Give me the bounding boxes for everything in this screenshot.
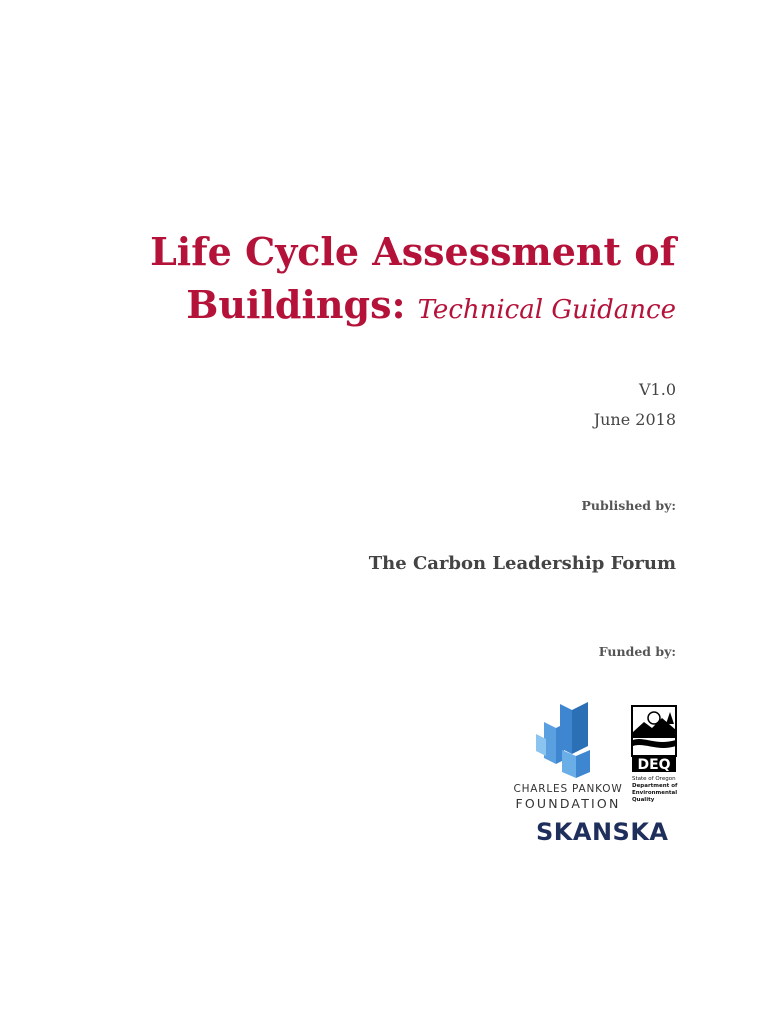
oregon-deq-logo-icon bbox=[630, 702, 680, 774]
deq-logo-text: DEQ bbox=[637, 757, 671, 773]
title-subtitle: Technical Guidance bbox=[417, 295, 676, 325]
deq-line-3: Environmental bbox=[632, 790, 678, 796]
document-title bbox=[150, 226, 676, 337]
deq-line-4: Quality bbox=[632, 797, 655, 803]
deq-wordmark bbox=[632, 776, 692, 804]
publisher-name: The Carbon Leadership Forum bbox=[368, 553, 676, 574]
pankow-line-1: CHARLES PANKOW bbox=[513, 783, 623, 795]
deq-line-2: Department of bbox=[632, 783, 678, 789]
published-by-label: Published by: bbox=[581, 498, 676, 513]
pankow-line-2: FOUNDATION bbox=[515, 796, 621, 811]
pankow-foundation-wordmark bbox=[510, 782, 626, 812]
deq-line-1: State of Oregon bbox=[632, 776, 676, 782]
version-label: V1.0 bbox=[639, 380, 676, 399]
title-main: Buildings: bbox=[186, 282, 406, 327]
publication-date: June 2018 bbox=[593, 410, 676, 429]
pankow-foundation-logo-icon bbox=[532, 702, 592, 780]
title-line-1: Life Cycle Assessment of bbox=[150, 229, 676, 274]
skanska-logo: SKANSKA bbox=[536, 818, 669, 846]
funded-by-label: Funded by: bbox=[598, 644, 676, 659]
title-line-2 bbox=[150, 278, 676, 337]
